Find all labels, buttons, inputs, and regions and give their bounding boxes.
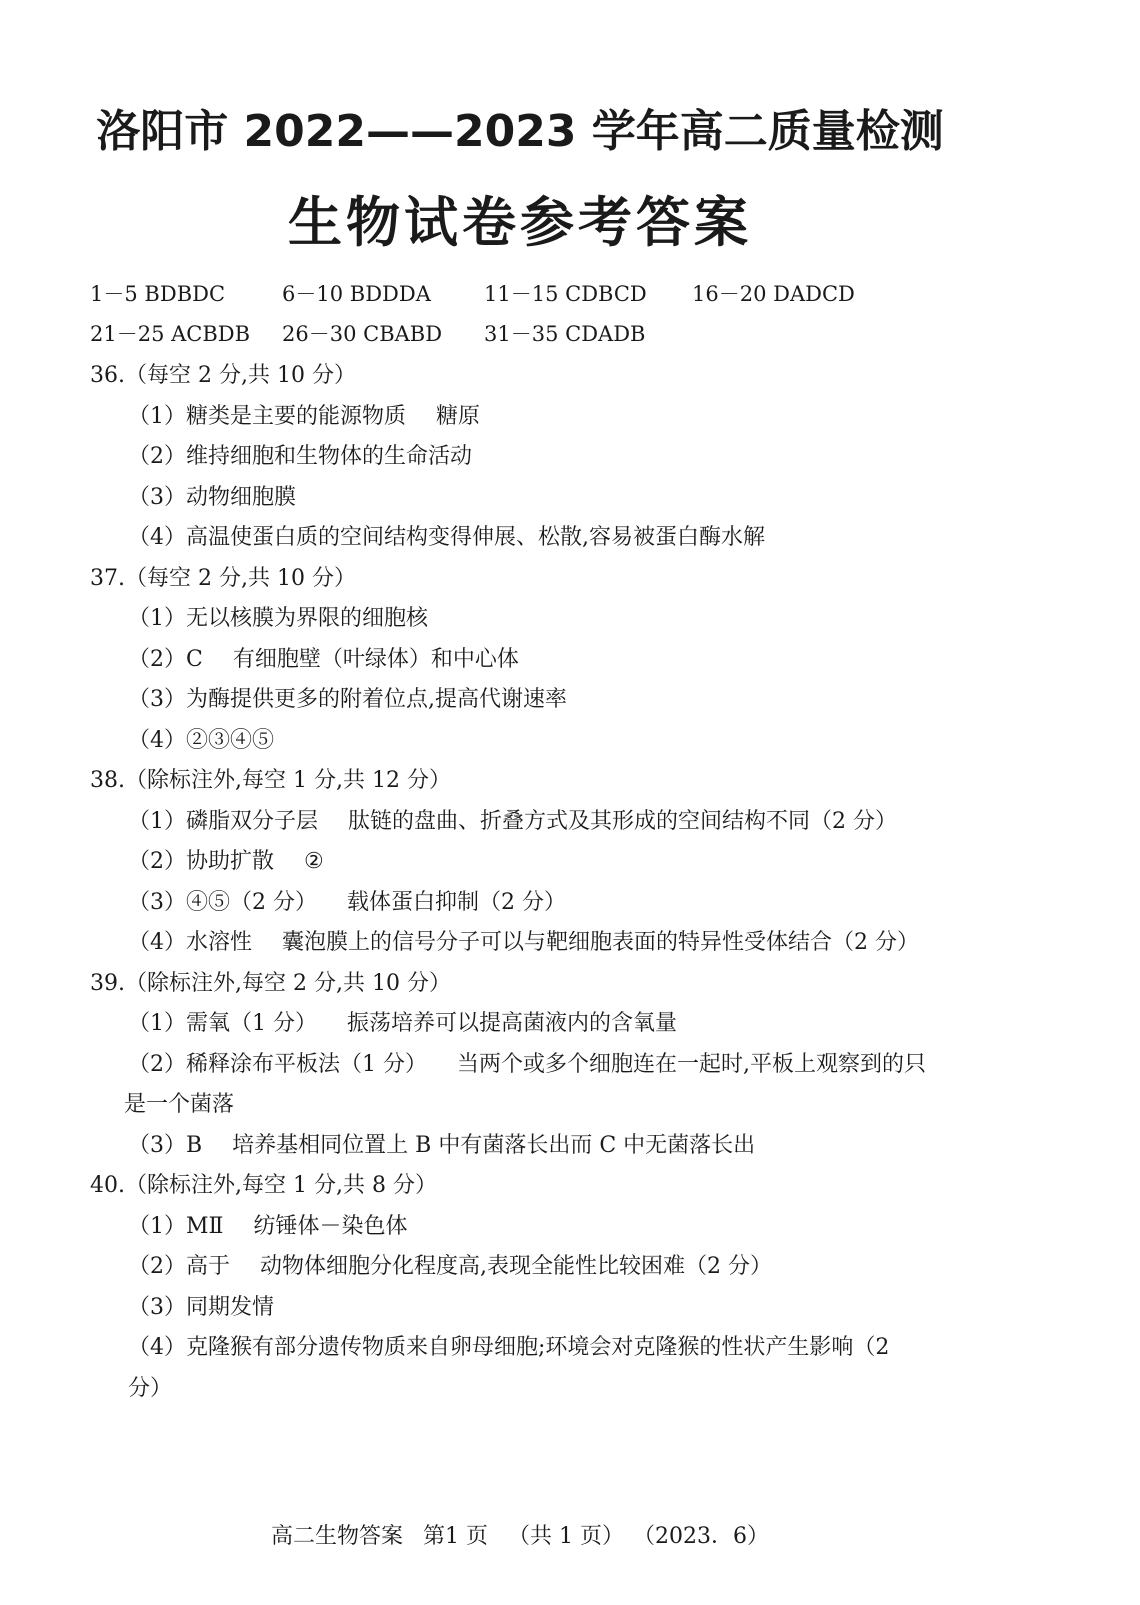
answer-text: 有细胞壁（叶绿体）和中心体 — [232, 646, 519, 672]
choice-range: 26－30 — [282, 322, 357, 346]
answer-line: （4）克隆猴有部分遗传物质来自卵母细胞;环境会对克隆猴的性状产生影响（2 — [128, 1335, 890, 1360]
question-37-heading: 37.（每空 2 分,共 10 分） — [90, 565, 356, 591]
answer-text: ② — [304, 849, 324, 874]
answer-line — [90, 1207, 1010, 1248]
answer-line-continued: 分） — [128, 1375, 173, 1401]
question-39-heading: 39.（除标注外,每空 2 分,共 10 分） — [90, 970, 451, 996]
choice-answer-group — [484, 280, 647, 308]
choice-answers: BDDDA — [349, 282, 431, 306]
answer-text: 囊泡膜上的信号分子可以与靶细胞表面的特异性受体结合（2 分） — [282, 930, 919, 955]
answer-line: （3）为酶提供更多的附着位点,提高代谢速率 — [128, 687, 567, 712]
choice-answer-group — [282, 280, 431, 308]
choice-answers: CDADB — [565, 322, 646, 346]
choice-answer-group — [90, 280, 225, 308]
footer-page: 第1 页 — [423, 1524, 489, 1549]
choice-answer-group — [282, 320, 442, 348]
answer-text: （1）MⅡ — [128, 1213, 224, 1239]
answer-text: （2）C — [128, 646, 203, 672]
choice-answers: CBABD — [363, 322, 443, 346]
footer-date: （2023．6） — [644, 1524, 769, 1549]
answer-text: 培养基相同位置上 B 中有菌落长出而 C 中无菌落长出 — [232, 1132, 756, 1158]
choice-range: 1－5 — [90, 282, 138, 306]
document-subtitle: 生物试卷参考答案 — [288, 191, 752, 254]
answer-text: （1）糖类是主要的能源物质 — [128, 403, 406, 429]
choice-answer-group — [692, 280, 855, 308]
answer-line — [90, 1045, 1010, 1086]
answer-line: （3）动物细胞膜 — [128, 484, 296, 510]
answer-line — [90, 397, 1010, 438]
answer-text: （2）高于 — [128, 1254, 230, 1279]
answer-text: （1）磷脂双分子层 — [128, 808, 318, 834]
choice-range: 21－25 — [90, 322, 165, 346]
choice-answers: BDBDC — [144, 282, 226, 306]
answer-line — [90, 1126, 1010, 1167]
answer-text: 振荡培养可以提高菌液内的含氧量 — [347, 1011, 678, 1036]
answer-text: 糖原 — [436, 403, 481, 429]
answer-line — [90, 923, 1010, 964]
choice-range: 6－10 — [282, 282, 344, 306]
choice-answers: CDBCD — [565, 282, 647, 306]
answer-text: 动物体细胞分化程度高,表现全能性比较困难（2 分） — [260, 1254, 772, 1279]
choice-answer-group — [484, 320, 645, 348]
answer-line-continued: 是一个菌落 — [124, 1092, 235, 1117]
answer-text: （1）需氧（1 分） — [128, 1011, 317, 1036]
page-footer — [0, 1522, 1040, 1552]
answer-content — [90, 356, 1010, 1409]
answer-text: 载体蛋白抑制（2 分） — [347, 889, 566, 915]
answer-text: （2）协助扩散 — [128, 849, 274, 874]
answer-line — [90, 883, 1010, 924]
answer-text: （4）水溶性 — [128, 930, 252, 955]
choice-answers: ACBDB — [171, 322, 251, 346]
answer-line — [90, 842, 1010, 883]
answer-line: （4）②③④⑤ — [128, 727, 274, 753]
choice-range: 11－15 — [484, 282, 559, 306]
choice-range: 16－20 — [692, 282, 767, 306]
answer-text: 肽链的盘曲、折叠方式及其形成的空间结构不同（2 分） — [348, 808, 897, 834]
question-38-heading: 38.（除标注外,每空 1 分,共 12 分） — [90, 768, 451, 793]
choice-answer-group — [90, 320, 250, 348]
choice-range: 31－35 — [484, 322, 559, 346]
answer-text: （2）稀释涂布平板法（1 分） — [128, 1051, 427, 1077]
answer-text: 纺锤体－染色体 — [253, 1213, 408, 1239]
answer-line — [90, 802, 1010, 843]
question-36-heading: 36.（每空 2 分,共 10 分） — [90, 363, 356, 388]
answer-text: （3）B — [128, 1132, 203, 1158]
choice-answers: DADCD — [773, 282, 855, 306]
footer-total: （共 1 页） — [508, 1524, 624, 1549]
answer-line: （4）高温使蛋白质的空间结构变得伸展、松散,容易被蛋白酶水解 — [128, 525, 765, 550]
document-title: 洛阳市 2022——2023 学年高二质量检测 — [96, 106, 944, 157]
question-40-heading: 40.（除标注外,每空 1 分,共 8 分） — [90, 1173, 437, 1198]
answer-line: （3）同期发情 — [128, 1294, 274, 1320]
answer-text: （3）④⑤（2 分） — [128, 889, 317, 915]
answer-text: 当两个或多个细胞连在一起时,平板上观察到的只 — [457, 1051, 926, 1077]
footer-label: 高二生物答案 — [271, 1524, 404, 1549]
answer-line: （2）维持细胞和生物体的生命活动 — [128, 444, 472, 469]
answer-line: （1）无以核膜为界限的细胞核 — [128, 606, 428, 631]
answer-line — [90, 1247, 1010, 1288]
answer-line — [90, 640, 1010, 681]
answer-line — [90, 1004, 1010, 1045]
